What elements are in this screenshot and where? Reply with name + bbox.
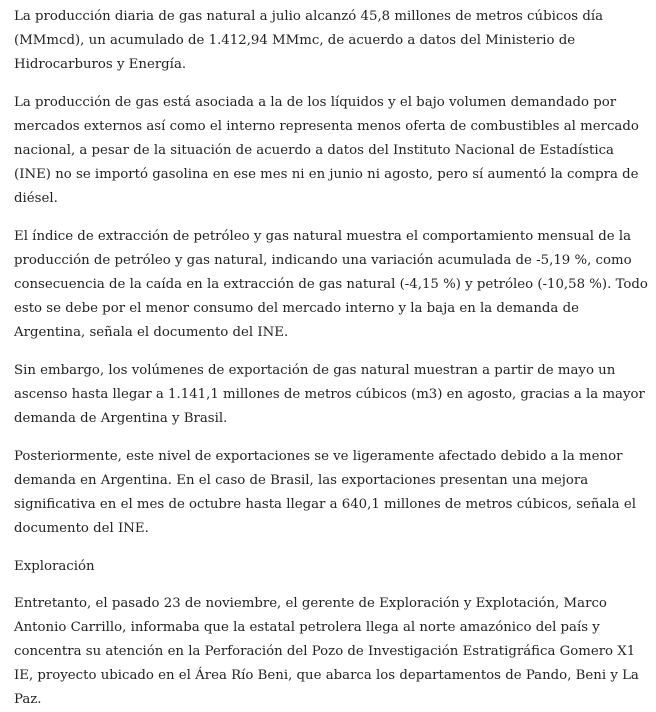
paragraph-extraction-index: El índice de extracción de petróleo y gas natural muestra el comportamiento mensual de la producción de petróleo y gas natural, indicando una variación acumulada de -5,19 %, como consecuencia de la caída en la extracción de gas natural (-4,15 %) y petróleo (-10,58 %). Todo esto se debe por el menor consumo del mercado interno y la baja en la demanda de Argentina, señala el documento del INE.: [14, 229, 648, 340]
paragraph-exploration: Entretanto, el pasado 23 de noviembre, el gerente de Exploración y Explotación, Marco Antonio Carrillo, informaba que la estatal petrolera llega al norte amazónico del país y concentra su atención en la Perforación del Pozo de Investigación Estratigráfica Gomero X1 IE, proyecto ubicado en el Área Río Beni, que abarca los departamentos de Pando, Beni y La Paz.: [14, 596, 639, 707]
paragraph-gas-production: La producción diaria de gas natural a julio alcanzó 45,8 millones de metros cúbicos día (MMmcd), un acumulado de 1.412,94 MMmc, de acuerdo a datos del Ministerio de Hidrocarburos y Energía.: [14, 9, 604, 72]
paragraph-liquids-demand: La producción de gas está asociada a la de los líquidos y el bajo volumen demandado por mercados externos así como el interno representa menos oferta de combustibles al mercado nacional, a pesar de la situación de acuerdo a datos del Instituto Nacional de Estadística (INE) no se importó gasolina en ese mes ni en junio ni agosto, pero sí aumentó la compra de diésel.: [14, 95, 639, 206]
paragraph-export-volumes: Sin embargo, los volúmenes de exportación de gas natural muestran a partir de mayo un ascenso hasta llegar a 1.141,1 millones de metros cúbicos (m3) en agosto, gracias a la mayor demanda de Argentina y Brasil.: [14, 363, 645, 426]
paragraph-export-brazil: Posteriormente, este nivel de exportaciones se ve ligeramente afectado debido a la menor demanda en Argentina. En el caso de Brasil, las exportaciones presentan una mejora significativa en el mes de octubre hasta llegar a 640,1 millones de metros cúbicos, señala el documento del INE.: [14, 449, 636, 536]
section-heading-exploration: Exploración: [14, 559, 95, 574]
